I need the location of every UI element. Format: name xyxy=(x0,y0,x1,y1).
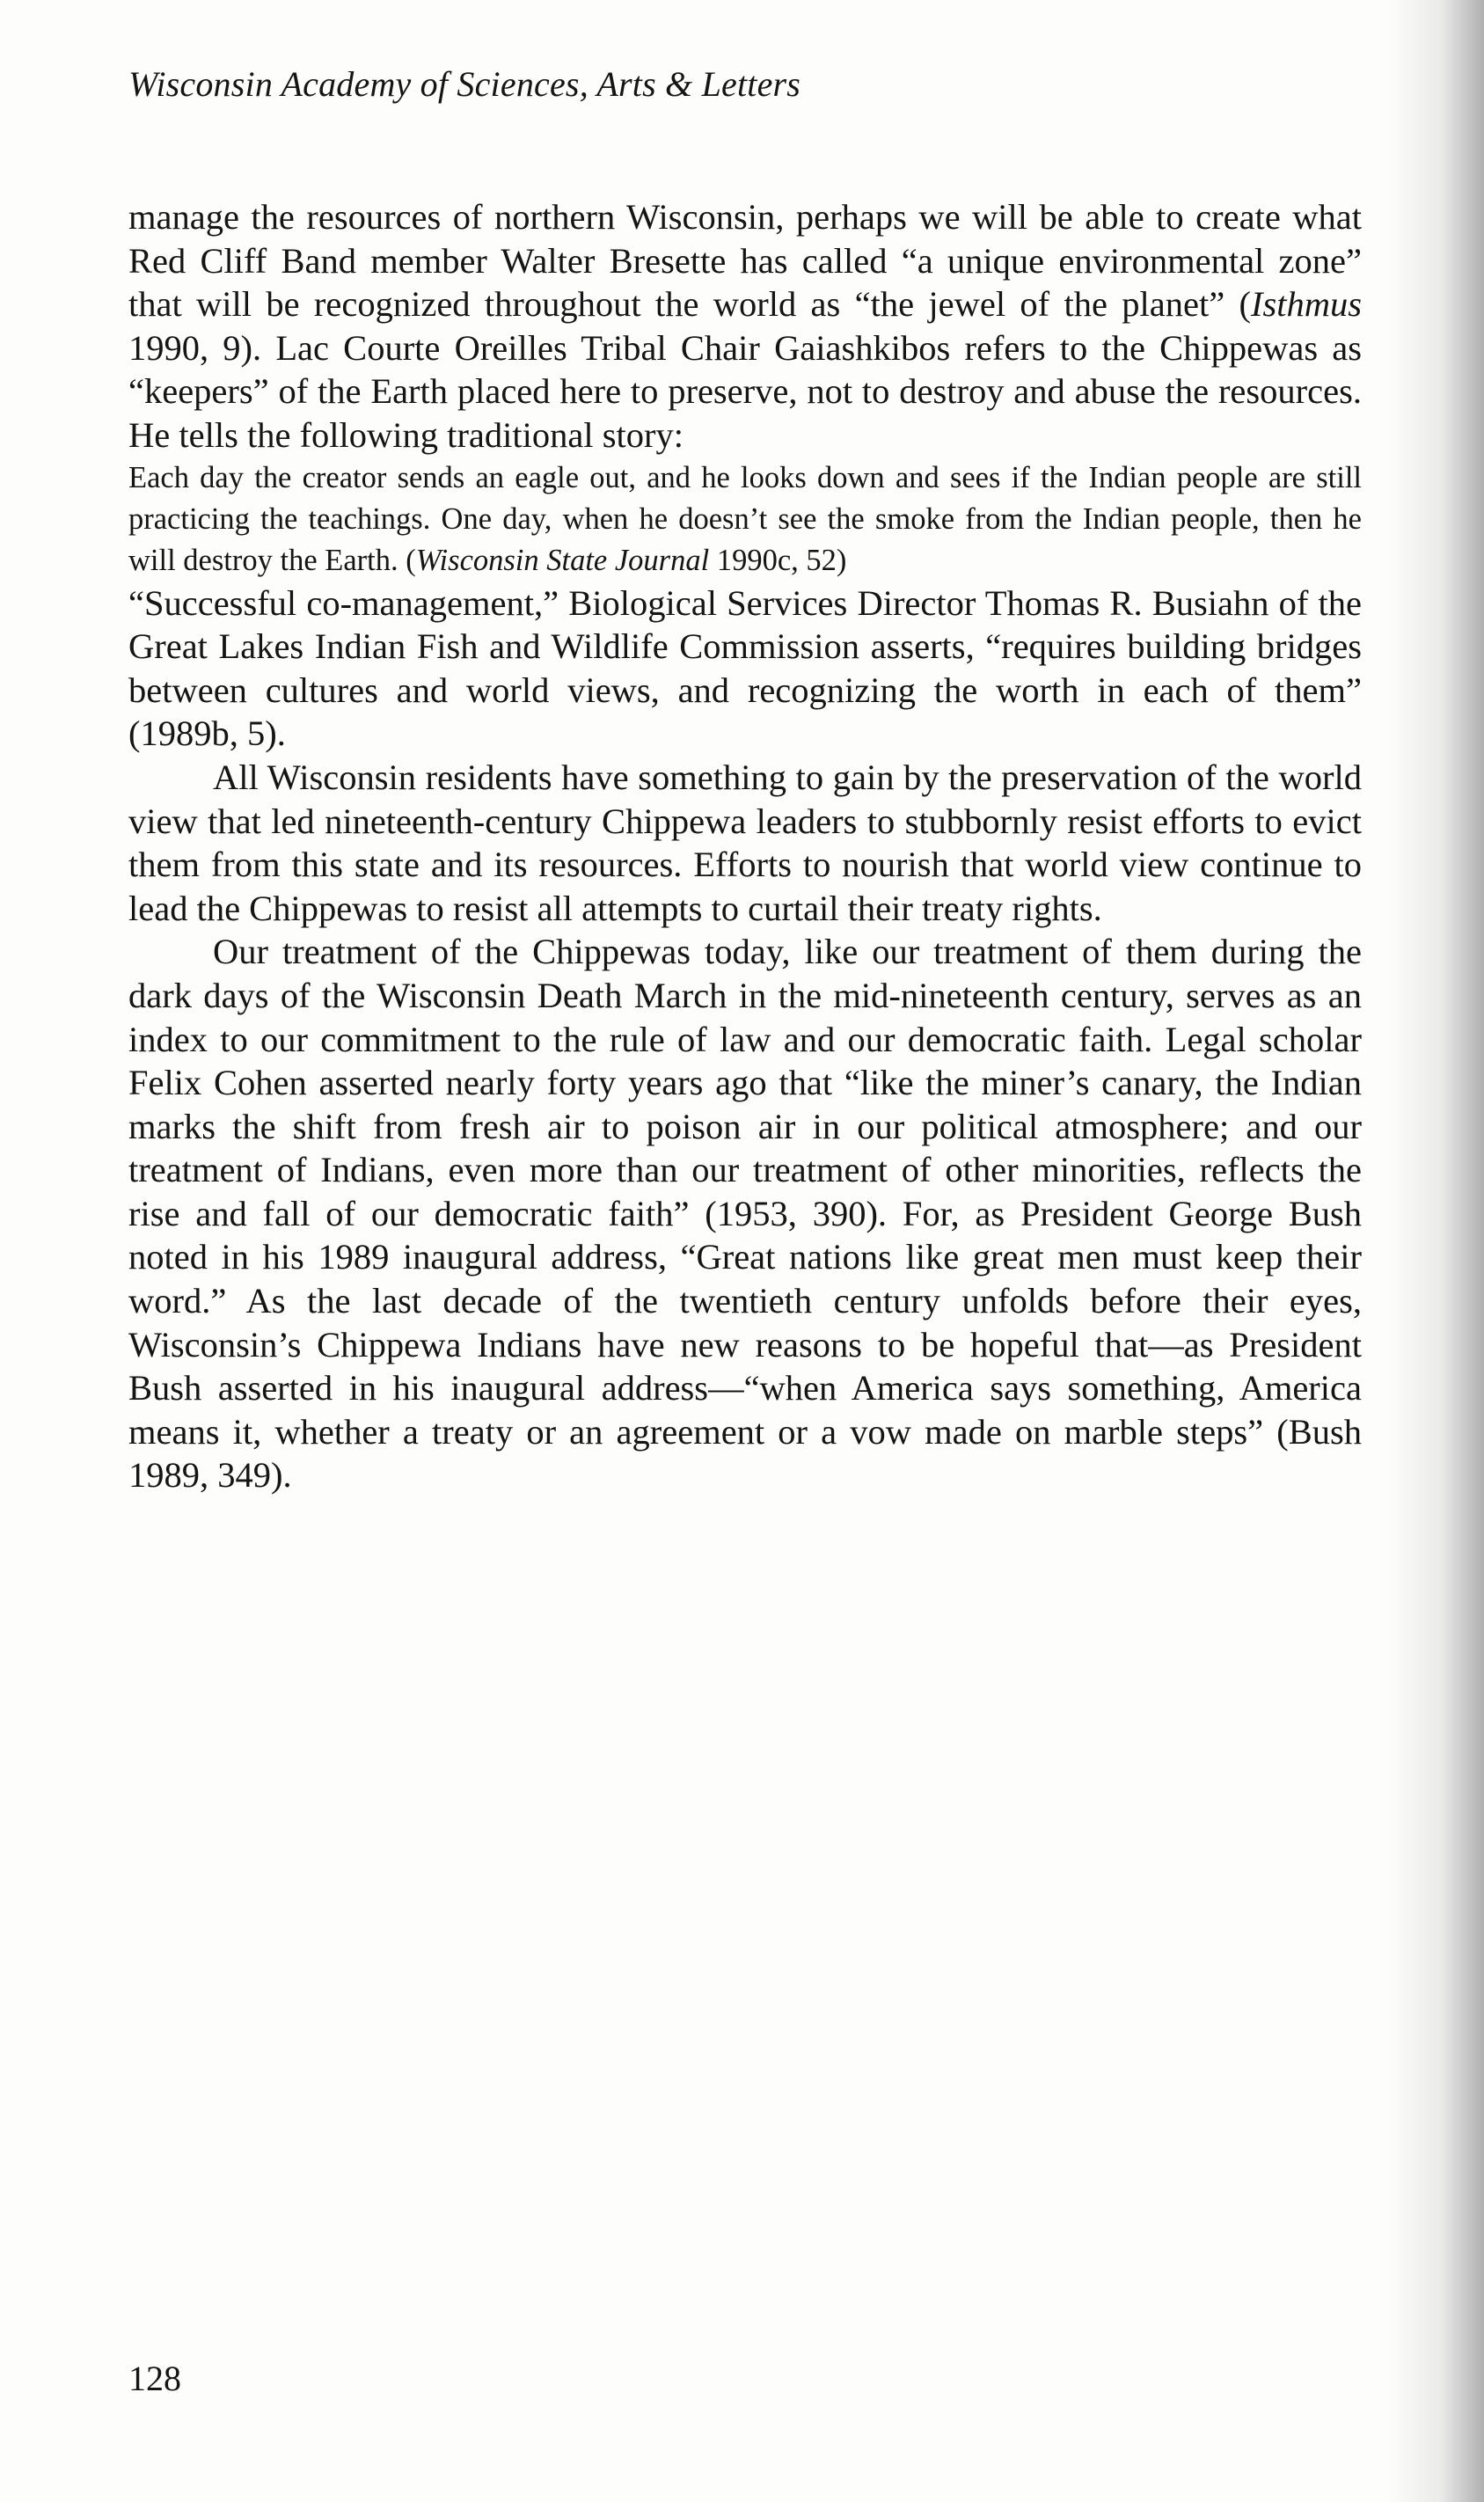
paragraph-1-text-b: 1990, 9). Lac Courte Oreilles Tribal Chair Gaiashkibos refers to the Chippewas as “keepers” of the Earth placed here to preserve, not to destroy and abuse the resources. He tells the following traditional story: xyxy=(128,327,1362,455)
citation-title-isthmus: Isthmus xyxy=(1250,284,1362,325)
running-head: Wisconsin Academy of Sciences, Arts & Letters xyxy=(128,64,801,104)
body-text xyxy=(128,195,1362,1497)
paragraph-3: All Wisconsin residents have something to gain by the preservation of the world view that led nineteenth-century Chippewa leaders to stubbornly resist efforts to evict them from this state and its resources. Efforts to nourish that world view continue to lead the Chippewas to resist all attempts to curtail their treaty rights. xyxy=(128,757,1362,928)
block-quote xyxy=(128,457,1362,582)
scan-edge-shadow xyxy=(1387,0,1484,2502)
citation-title-wsj: Wisconsin State Journal xyxy=(415,543,710,577)
paragraph-1 xyxy=(128,195,1362,457)
paragraph-1-text-a: manage the resources of northern Wisconsin, perhaps we will be able to create what Red Cliff Band member Walter Bresette has called “a unique environmental zone” that will be recognized throughout the world as “the jewel of the planet” ( xyxy=(128,197,1362,325)
paragraph-2: “Successful co-management,” Biological Services Director Thomas R. Busiahn of the Great Lakes Indian Fish and Wildlife Commission asserts, “requires building bridges between cultures and world views, and recognizing the worth in each of them” (1989b, 5). xyxy=(128,582,1362,754)
page-number: 128 xyxy=(128,2359,181,2398)
paragraph-4: Our treatment of the Chippewas today, like our treatment of them during the dark days of the Wisconsin Death March in the mid-nineteenth century, serves as an index to our commitment to the rule of law and our democratic faith. Legal scholar Felix Cohen asserted nearly forty years ago that “like the miner’s canary, the Indian marks the shift from fresh air to poison air in our political atmosphere; and our treatment of Indians, even more than our treatment of other minorities, reflects the rise and fall of our democratic faith” (1953, 390). For, as President George Bush noted in his 1989 inaugural address, “Great nations like great men must keep their word.” As the last decade of the twentieth century unfolds before their eyes, Wisconsin’s Chippewa Indians have new reasons to be hopeful that—as President Bush asserted in his inaugural address—“when America says something, America means it, whether a treaty or an agreement or a vow made on marble steps” (Bush 1989, 349). xyxy=(128,932,1362,1496)
block-quote-text-b: 1990c, 52) xyxy=(709,543,847,577)
block-quote-text-a: Each day the creator sends an eagle out, and he looks down and sees if the Indian people are still practicing the teachings. One day, when he doesn’t see the smoke from the Indian people, then he will destroy the Earth. ( xyxy=(128,460,1362,577)
